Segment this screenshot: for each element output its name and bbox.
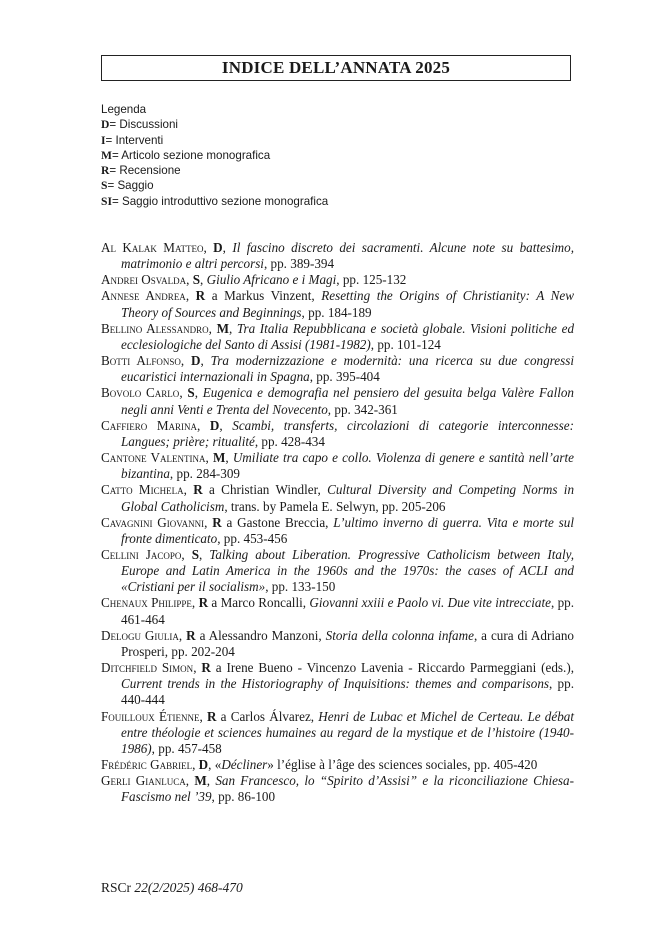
entry-type-code: S [191, 546, 199, 562]
legend-item [101, 163, 328, 178]
entry-reviewed-author: a Christian Windler, [202, 482, 328, 498]
index-entry: Chenaux Philippe, R a Marco Roncalli, Giovanni xxiii e Paolo vi. Due vite intrecciate, pp. 461-464 [101, 595, 574, 627]
entry-type-code: R [193, 482, 203, 498]
entry-title: Décliner [221, 757, 268, 772]
page-title: INDICE DELL’ANNATA 2025 [101, 55, 571, 81]
entry-title: Current trends in the Historiography of Inquisitions: themes and comparisons [121, 676, 550, 692]
index-entry: Caffiero Marina, D, Scambi, transferts, circolazioni di categorie interconnesse: Langues; prière; ritualité, pp. 428-434 [101, 417, 574, 449]
legend-code: D [101, 118, 110, 132]
legend-code: SI [101, 194, 112, 208]
entry-title: Henri de Lubac et Michel de Certeau. Le débat entre théologie et sciences humaines au regard de la mystique et de l’histoire (1940-1986) [121, 708, 574, 756]
entry-title: Il fascino discreto dei sacramenti. Alcune note su battesimo, matrimonio e altri percorsi [121, 240, 574, 272]
page-footer [101, 880, 243, 896]
entry-author: Catto Michela [101, 482, 184, 498]
entry-reviewed-author: a Alessandro Manzoni, [195, 627, 326, 643]
legend-code: I [101, 133, 106, 147]
entry-author: Annese Andrea [101, 288, 186, 304]
issue-pages: 22(2/2025) 468-470 [134, 880, 243, 895]
index-entry: Delogu Giulia, R a Alessandro Manzoni, Storia della colonna infame, a cura di Adriano Prosperi, pp. 202-204 [101, 627, 574, 659]
entry-type-code: R [198, 595, 209, 611]
index-entry: Cellini Jacopo, S, Talking about Liberation. Progressive Catholicism between Italy, Europe and Latin America in the 1960s and the 1970s: the cases of ACLI and «Cristiani per il socialism», pp. 133-150 [101, 546, 574, 595]
entry-author: Cantone Valentina [101, 450, 206, 466]
entry-title: San Francesco, lo “Spirito d’Assisi” e la riconciliazione Chiesa-Fascismo nel ’39 [121, 773, 574, 805]
entry-reviewed-author: a Carlos Álvarez, [216, 708, 319, 724]
entry-title: Giulio Africano e i Magi [206, 272, 337, 288]
entry-pages: , pp. 125-132 [336, 272, 407, 288]
entry-type-code: R [195, 288, 206, 304]
legend-code: M [101, 148, 112, 162]
legend-text: = Saggio introduttivo sezione monografica [111, 194, 329, 208]
entry-type-code: D [198, 757, 209, 772]
entry-type-code: D [191, 353, 201, 369]
legend-item [101, 178, 328, 193]
legend-code: R [101, 164, 110, 178]
entry-type-code: R [207, 708, 217, 724]
entry-pages: , pp. 440-444 [121, 676, 574, 708]
entry-author: Cavagnini Giovanni [101, 514, 205, 530]
index-entry: Bovolo Carlo, S, Eugenica e demografia nel pensiero del gesuita belga Valère Fallon negli anni Venti e Trenta del Novecento, pp. 342-361 [101, 385, 575, 417]
legend-text: = Saggio [107, 179, 154, 193]
legend-text: = Recensione [109, 164, 181, 178]
entry-type-code: D [213, 240, 223, 255]
entry-type-code: S [187, 385, 195, 401]
entry-title: Eugenica e demografia nel pensiero del gesuita belga Valère Fallon negli anni Venti e Trenta del Novecento [121, 385, 575, 417]
entry-author: Cellini Jacopo [101, 546, 182, 562]
entry-title: Scambi, transferts, circolazioni di categorie interconnesse: Langues; prière; ritualité [121, 417, 574, 449]
entry-pages: , pp. 86-100 [211, 789, 276, 805]
journal-abbrev: RSCr [101, 880, 132, 895]
entry-pages: , pp. 453-456 [217, 530, 288, 546]
index-entry: Ditchfield Simon, R a Irene Bueno - Vincenzo Lavenia - Riccardo Parmeggiani (eds.), Current trends in the Historiography of Inquisitions: themes and comparisons, pp. 440-444 [101, 660, 574, 708]
legend-heading: Legenda [101, 103, 147, 116]
entry-author: Gerli Gianluca [101, 773, 186, 789]
index-entry: Cantone Valentina, M, Umiliate tra capo e collo. Violenza di genere e santità nell’arte bizantina, pp. 284-309 [101, 450, 574, 482]
index-entry: Botti Alfonso, D, Tra modernizzazione e modernità: una ricerca su due congressi eucaristici internazionali in Spagna, pp. 395-404 [101, 353, 574, 385]
entry-author: Botti Alfonso [101, 353, 181, 369]
index-entry: Bellino Alessandro, M, Tra Italia Repubblicana e società globale. Visioni politiche ed ecclesiologiche del Santo di Assisi (1981-1982), pp. 101-124 [101, 320, 575, 352]
entry-pages: , pp. 461-464 [121, 595, 574, 627]
entry-pages: » l’église à l’âge des sciences sociales, pp. 405-420 [267, 757, 538, 772]
entry-title: Tra modernizzazione e modernità: una ricerca su due congressi eucaristici internazionali in Spagna [121, 353, 574, 385]
entry-author: Andrei Osvalda [101, 272, 187, 288]
entry-pages: , pp. 389-394 [263, 256, 335, 272]
entry-author: Al Kalak Matteo [101, 240, 204, 255]
entry-pages: , pp. 101-124 [370, 336, 441, 352]
entry-type-code: R [201, 660, 211, 676]
legend-list [101, 117, 328, 209]
index-entry: Cavagnini Giovanni, R a Gastone Breccia, L’ultimo inverno di guerra. Vita e morte sul fronte dimenticato, pp. 453-456 [101, 514, 574, 546]
index-entry: Fouilloux Étienne, R a Carlos Álvarez, Henri de Lubac et Michel de Certeau. Le débat entre théologie et sciences humaines au regard de la mystique et de l’histoire (1940-1986), pp. 457-458 [101, 708, 574, 756]
legend-item [101, 133, 328, 148]
legend-text: = Interventi [105, 133, 164, 147]
entry-type-code: S [192, 272, 200, 288]
entry-reviewed-author: a Markus Vinzent, [205, 288, 322, 304]
entry-title: Storia della colonna infame [325, 627, 474, 643]
index-entry: Annese Andrea, R a Markus Vinzent, Resetting the Origins of Christianity: A New Theory of Sources and Beginnings, pp. 184-189 [101, 288, 574, 320]
legend-item [101, 117, 328, 132]
entry-title: Cultural Diversity and Competing Norms in Global Catholicism [121, 482, 575, 514]
legend-code: S [101, 179, 108, 193]
index-entry: Andrei Osvalda, S, Giulio Africano e i Magi, pp. 125-132 [101, 272, 407, 288]
index-list [101, 240, 574, 805]
entry-title: Giovanni xxiii e Paolo vi. Due vite intrecciate [309, 595, 551, 611]
legend-item [101, 148, 328, 163]
entry-type-code: R [186, 627, 196, 643]
entry-author: Fouilloux Étienne [101, 708, 200, 724]
entry-type-code: M [194, 773, 207, 789]
entry-title: Umiliate tra capo e collo. Violenza di genere e santità nell’arte bizantina [121, 450, 574, 482]
index-entry: Catto Michela, R a Christian Windler, Cultural Diversity and Competing Norms in Global Catholicism, trans. by Pamela E. Selwyn, pp. 205-206 [101, 482, 575, 514]
entry-pages: , pp. 395-404 [309, 369, 380, 385]
entry-pages: , trans. by Pamela E. Selwyn, pp. 205-206 [224, 498, 446, 514]
entry-type-code: R [212, 514, 222, 530]
entry-author: Caffiero Marina [101, 417, 198, 433]
entry-title: Tra Italia Repubblicana e società globale. Visioni politiche ed ecclesiologiche del Santo di Assisi (1981-1982) [121, 320, 575, 352]
legend-text: = Articolo sezione monografica [111, 148, 271, 162]
entry-pages: , pp. 133-150 [265, 579, 336, 595]
entry-reviewed-author: a Gastone Breccia, [221, 514, 334, 530]
entry-pages: , pp. 342-361 [327, 401, 398, 417]
legend-text: = Discussioni [109, 118, 178, 132]
entry-title: Talking about Liberation. Progressive Catholicism between Italy, Europe and Latin America in the 1960s and the 1970s: the cases of ACLI and «Cristiani per il socialism» [121, 546, 574, 595]
entry-author: Chenaux Philippe [101, 595, 192, 611]
entry-type-code: M [216, 320, 229, 336]
entry-pages: , pp. 184-189 [301, 304, 372, 320]
entry-type-code: D [209, 417, 220, 433]
entry-pages: , pp. 457-458 [151, 740, 222, 756]
legend-item [101, 194, 328, 209]
entry-pages: , pp. 428-434 [254, 433, 325, 449]
index-entry: Frédéric Gabriel, D, «Décliner» l’église à l’âge des sciences sociales, pp. 405-420 [101, 757, 538, 772]
entry-type-code: M [212, 450, 226, 466]
entry-reviewed-author: , « [208, 757, 222, 772]
entry-reviewed-author: a Irene Bueno - Vincenzo Lavenia - Riccardo Parmeggiani (eds.), [210, 660, 574, 676]
entry-author: Frédéric Gabriel [101, 757, 193, 772]
entry-title: Resetting the Origins of Christianity: A New Theory of Sources and Beginnings [121, 288, 574, 320]
entry-author: Bovolo Carlo [101, 385, 180, 401]
entry-title: L’ultimo inverno di guerra. Vita e morte sul fronte dimenticato [121, 514, 574, 546]
entry-author: Delogu Giulia [101, 627, 179, 643]
entry-pages: , pp. 284-309 [169, 466, 241, 482]
index-entry: Gerli Gianluca, M, San Francesco, lo “Spirito d’Assisi” e la riconciliazione Chiesa-Fascismo nel ’39, pp. 86-100 [101, 773, 574, 805]
entry-pages: , a cura di Adriano Prosperi, pp. 202-204 [121, 627, 574, 659]
entry-author: Bellino Alessandro [101, 320, 209, 336]
entry-reviewed-author: a Marco Roncalli, [208, 595, 310, 611]
index-entry: Al Kalak Matteo, D, Il fascino discreto dei sacramenti. Alcune note su battesimo, matrimonio e altri percorsi, pp. 389-394 [101, 240, 574, 272]
legend [101, 102, 328, 209]
entry-author: Ditchfield Simon [101, 660, 194, 676]
